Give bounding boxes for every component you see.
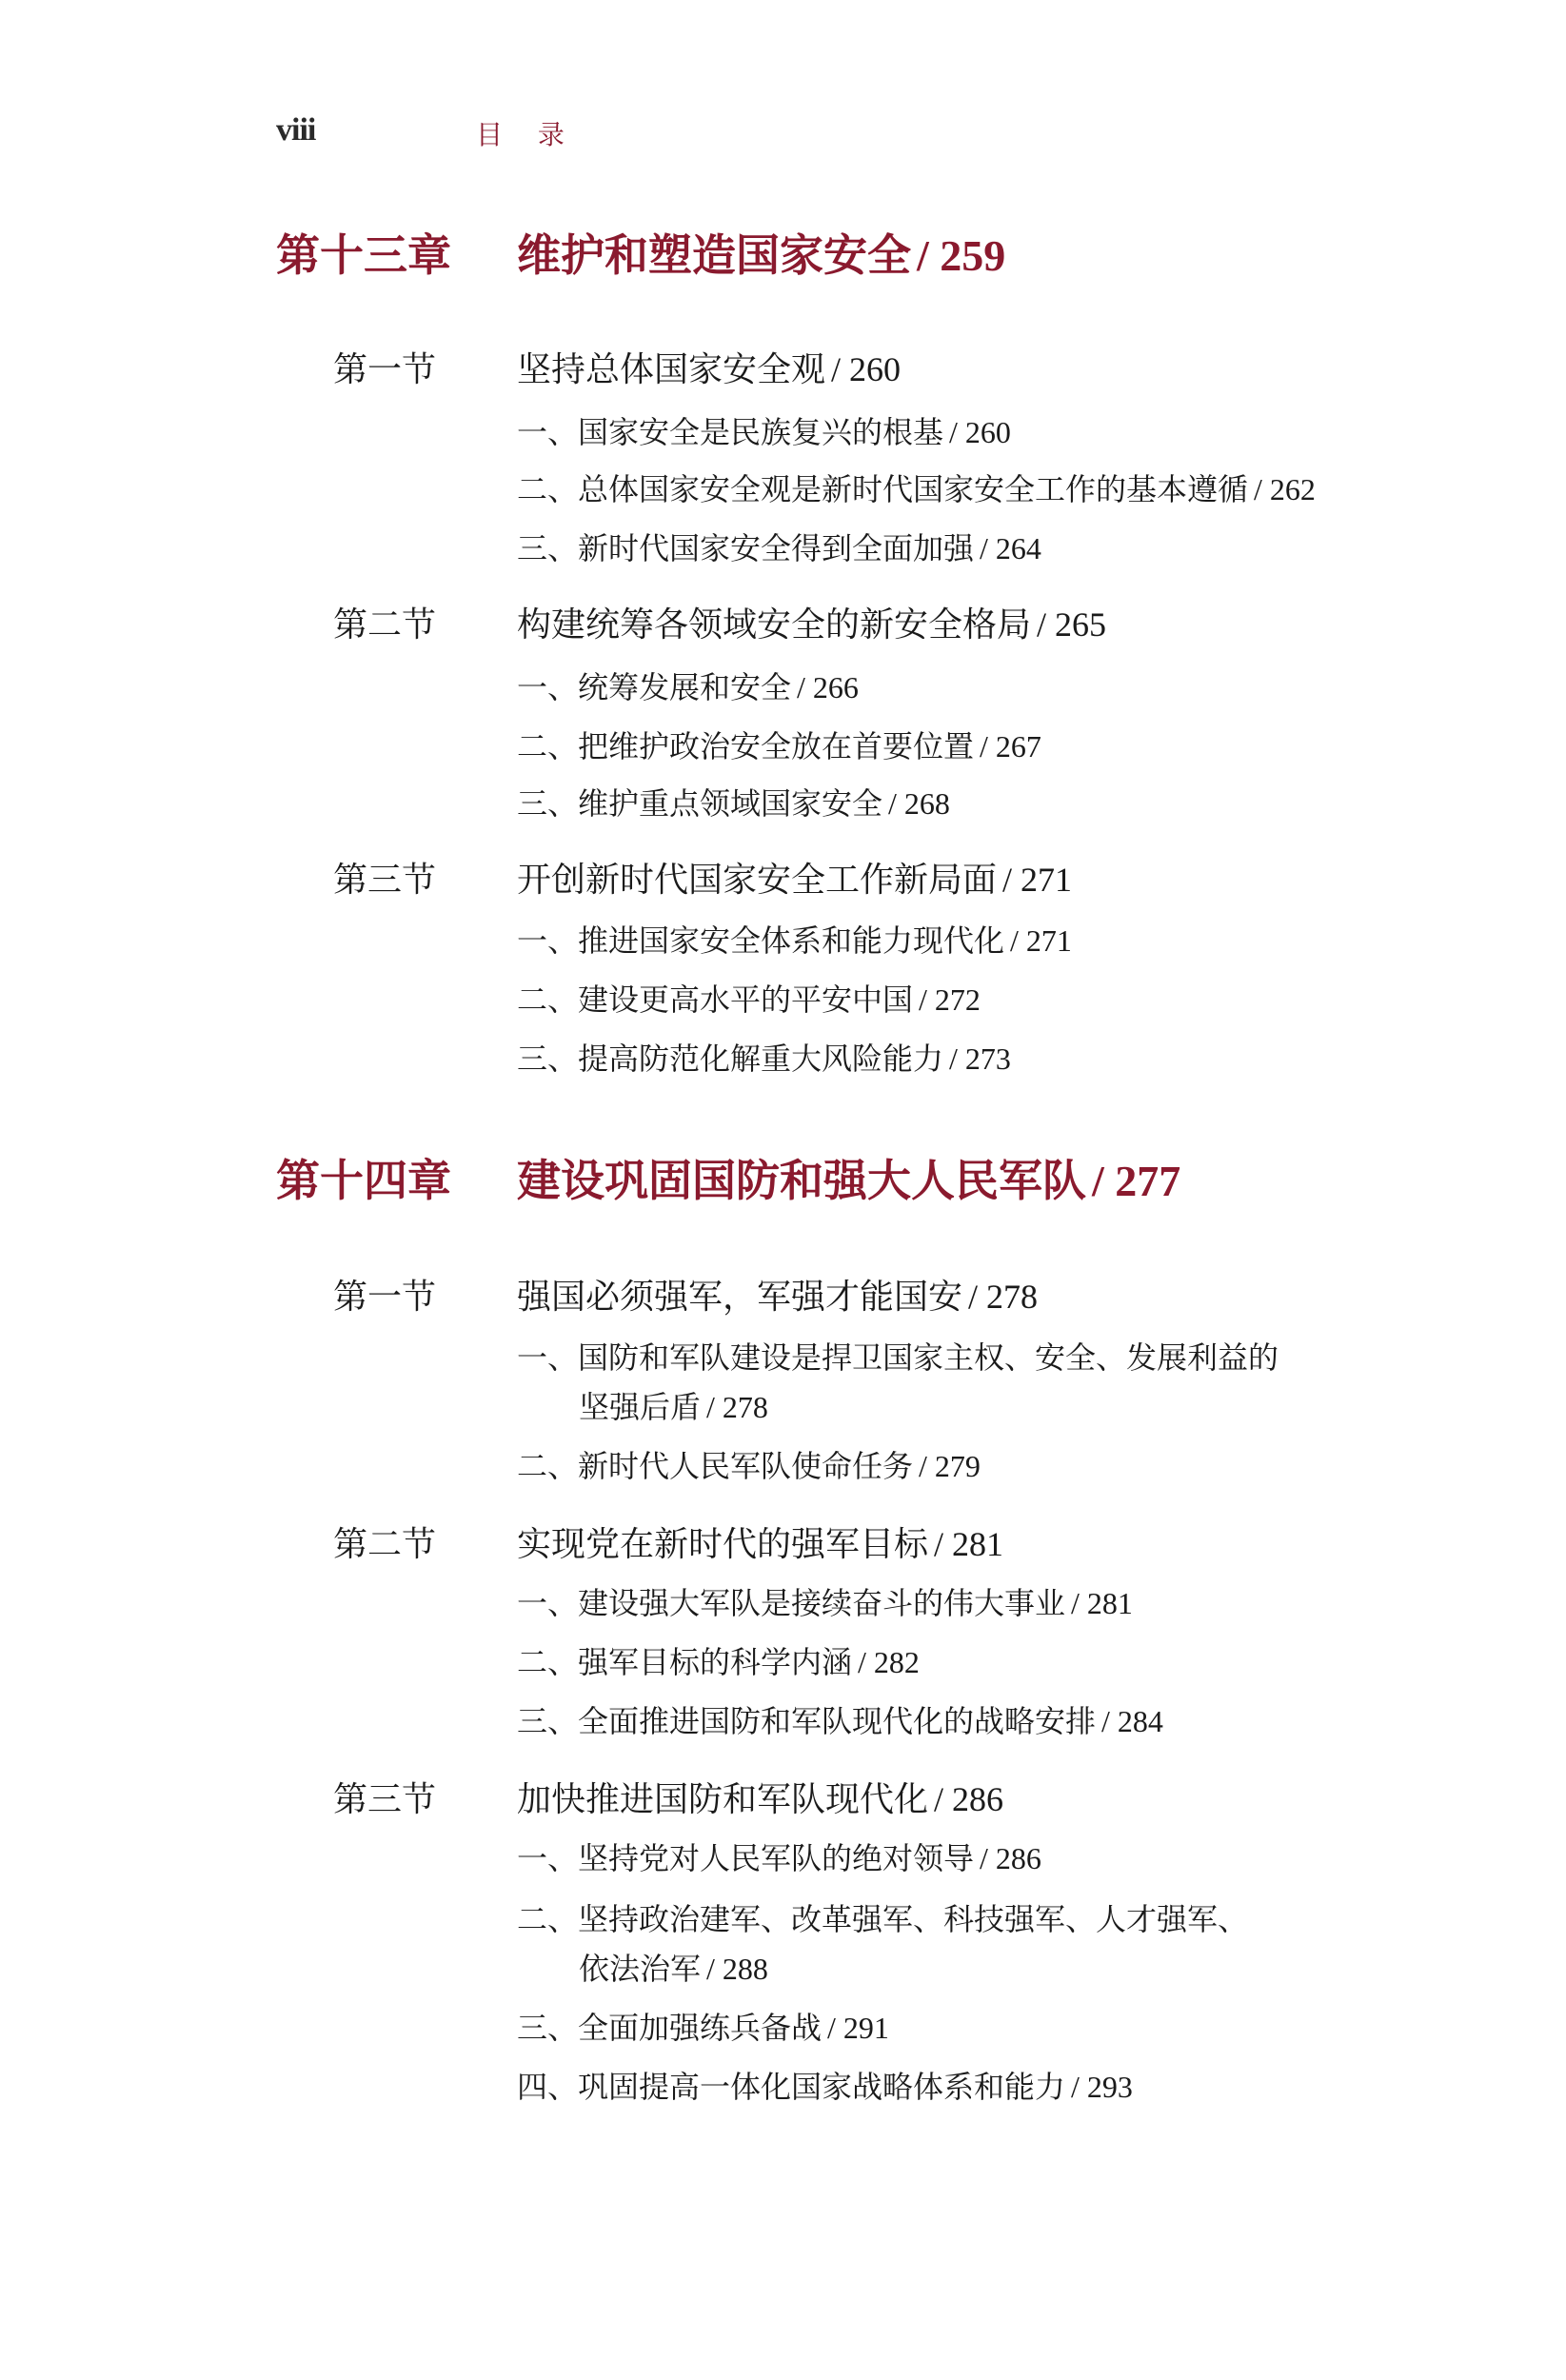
section-label: 第三节 [333, 861, 437, 900]
toc-item[interactable]: 三、维护重点领域国家安全 / 268 [517, 785, 950, 822]
section-title: 实现党在新时代的强军目标 / 281 [517, 1525, 1004, 1564]
section-title: 开创新时代国家安全工作新局面 / 271 [517, 861, 1073, 900]
section-heading[interactable] [333, 598, 1476, 645]
chapter-label: 第十四章 [276, 1155, 451, 1206]
toc-item[interactable]: 一、国家安全是民族复兴的根基 / 260 [517, 414, 1011, 450]
toc-item[interactable]: 二、新时代人民军队使命任务 / 279 [517, 1448, 981, 1484]
section-heading[interactable] [333, 1773, 1476, 1820]
section-title: 坚持总体国家安全观 / 260 [517, 350, 902, 389]
page-number: viii [276, 112, 316, 148]
toc-item[interactable]: 四、巩固提高一体化国家战略体系和能力 / 293 [517, 2069, 1133, 2105]
section-page: / 278 [968, 1278, 1039, 1316]
section-label: 第二节 [333, 605, 437, 645]
toc-item[interactable]: 二、把维护政治安全放在首要位置 / 267 [517, 728, 1041, 764]
section-page: / 260 [831, 350, 902, 388]
toc-item[interactable]: 二、强军目标的科学内涵 / 282 [517, 1644, 920, 1680]
toc-item[interactable]: 三、全面加强练兵备战 / 291 [517, 2010, 889, 2046]
section-page: / 265 [1037, 605, 1107, 644]
header-title: 目 录 [476, 119, 578, 150]
toc-item[interactable]: 一、坚持党对人民军队的绝对领导 / 286 [517, 1840, 1041, 1876]
section-label: 第一节 [333, 1278, 437, 1317]
toc-item[interactable]: 一、统筹发展和安全 / 266 [517, 669, 859, 705]
section-title: 加快推进国防和军队现代化 / 286 [517, 1780, 1004, 1819]
chapter-title: 建设巩固国防和强大人民军队 / 277 [517, 1155, 1181, 1206]
chapter-heading[interactable] [276, 221, 1466, 288]
toc-item-continuation: 坚强后盾 / 278 [579, 1389, 768, 1425]
toc-item-continuation: 依法治军 / 288 [579, 1951, 768, 1987]
section-title: 构建统筹各领域安全的新安全格局 / 265 [517, 605, 1107, 645]
chapter-title: 维护和塑造国家安全 / 259 [517, 229, 1006, 281]
chapter-heading[interactable] [276, 1146, 1466, 1213]
section-label: 第二节 [333, 1525, 437, 1564]
section-label: 第一节 [333, 350, 437, 389]
toc-item[interactable]: 三、提高防范化解重大风险能力 / 273 [517, 1041, 1011, 1077]
toc-item[interactable]: 二、坚持政治建军、改革强军、科技强军、人才强军、 依法治军 / 288 [517, 1894, 1374, 1993]
chapter-page: / 277 [1092, 1157, 1181, 1205]
section-heading[interactable] [333, 853, 1476, 901]
section-page: / 286 [934, 1780, 1004, 1818]
toc-item[interactable]: 二、建设更高水平的平安中国 / 272 [517, 982, 981, 1018]
chapter-label: 第十三章 [276, 229, 451, 281]
section-heading[interactable] [333, 1517, 1476, 1565]
toc-item[interactable]: 一、推进国家安全体系和能力现代化 / 271 [517, 922, 1072, 959]
section-title: 强国必须强军，军强才能国安 / 278 [517, 1278, 1039, 1317]
chapter-page: / 259 [917, 231, 1006, 280]
toc-item[interactable]: 三、全面推进国防和军队现代化的战略安排 / 284 [517, 1703, 1163, 1739]
toc-item[interactable]: 一、国防和军队建设是捍卫国家主权、安全、发展利益的 坚强后盾 / 278 [517, 1333, 1374, 1432]
section-heading[interactable] [333, 343, 1476, 390]
toc-item[interactable]: 三、新时代国家安全得到全面加强 / 264 [517, 530, 1041, 566]
section-page: / 281 [934, 1525, 1004, 1563]
toc-item[interactable]: 一、建设强大军队是接续奋斗的伟大事业 / 281 [517, 1585, 1133, 1621]
section-page: / 271 [1002, 861, 1073, 899]
section-label: 第三节 [333, 1780, 437, 1819]
toc-item[interactable]: 二、总体国家安全观是新时代国家安全工作的基本遵循 / 262 [517, 471, 1316, 507]
section-heading[interactable] [333, 1270, 1476, 1318]
